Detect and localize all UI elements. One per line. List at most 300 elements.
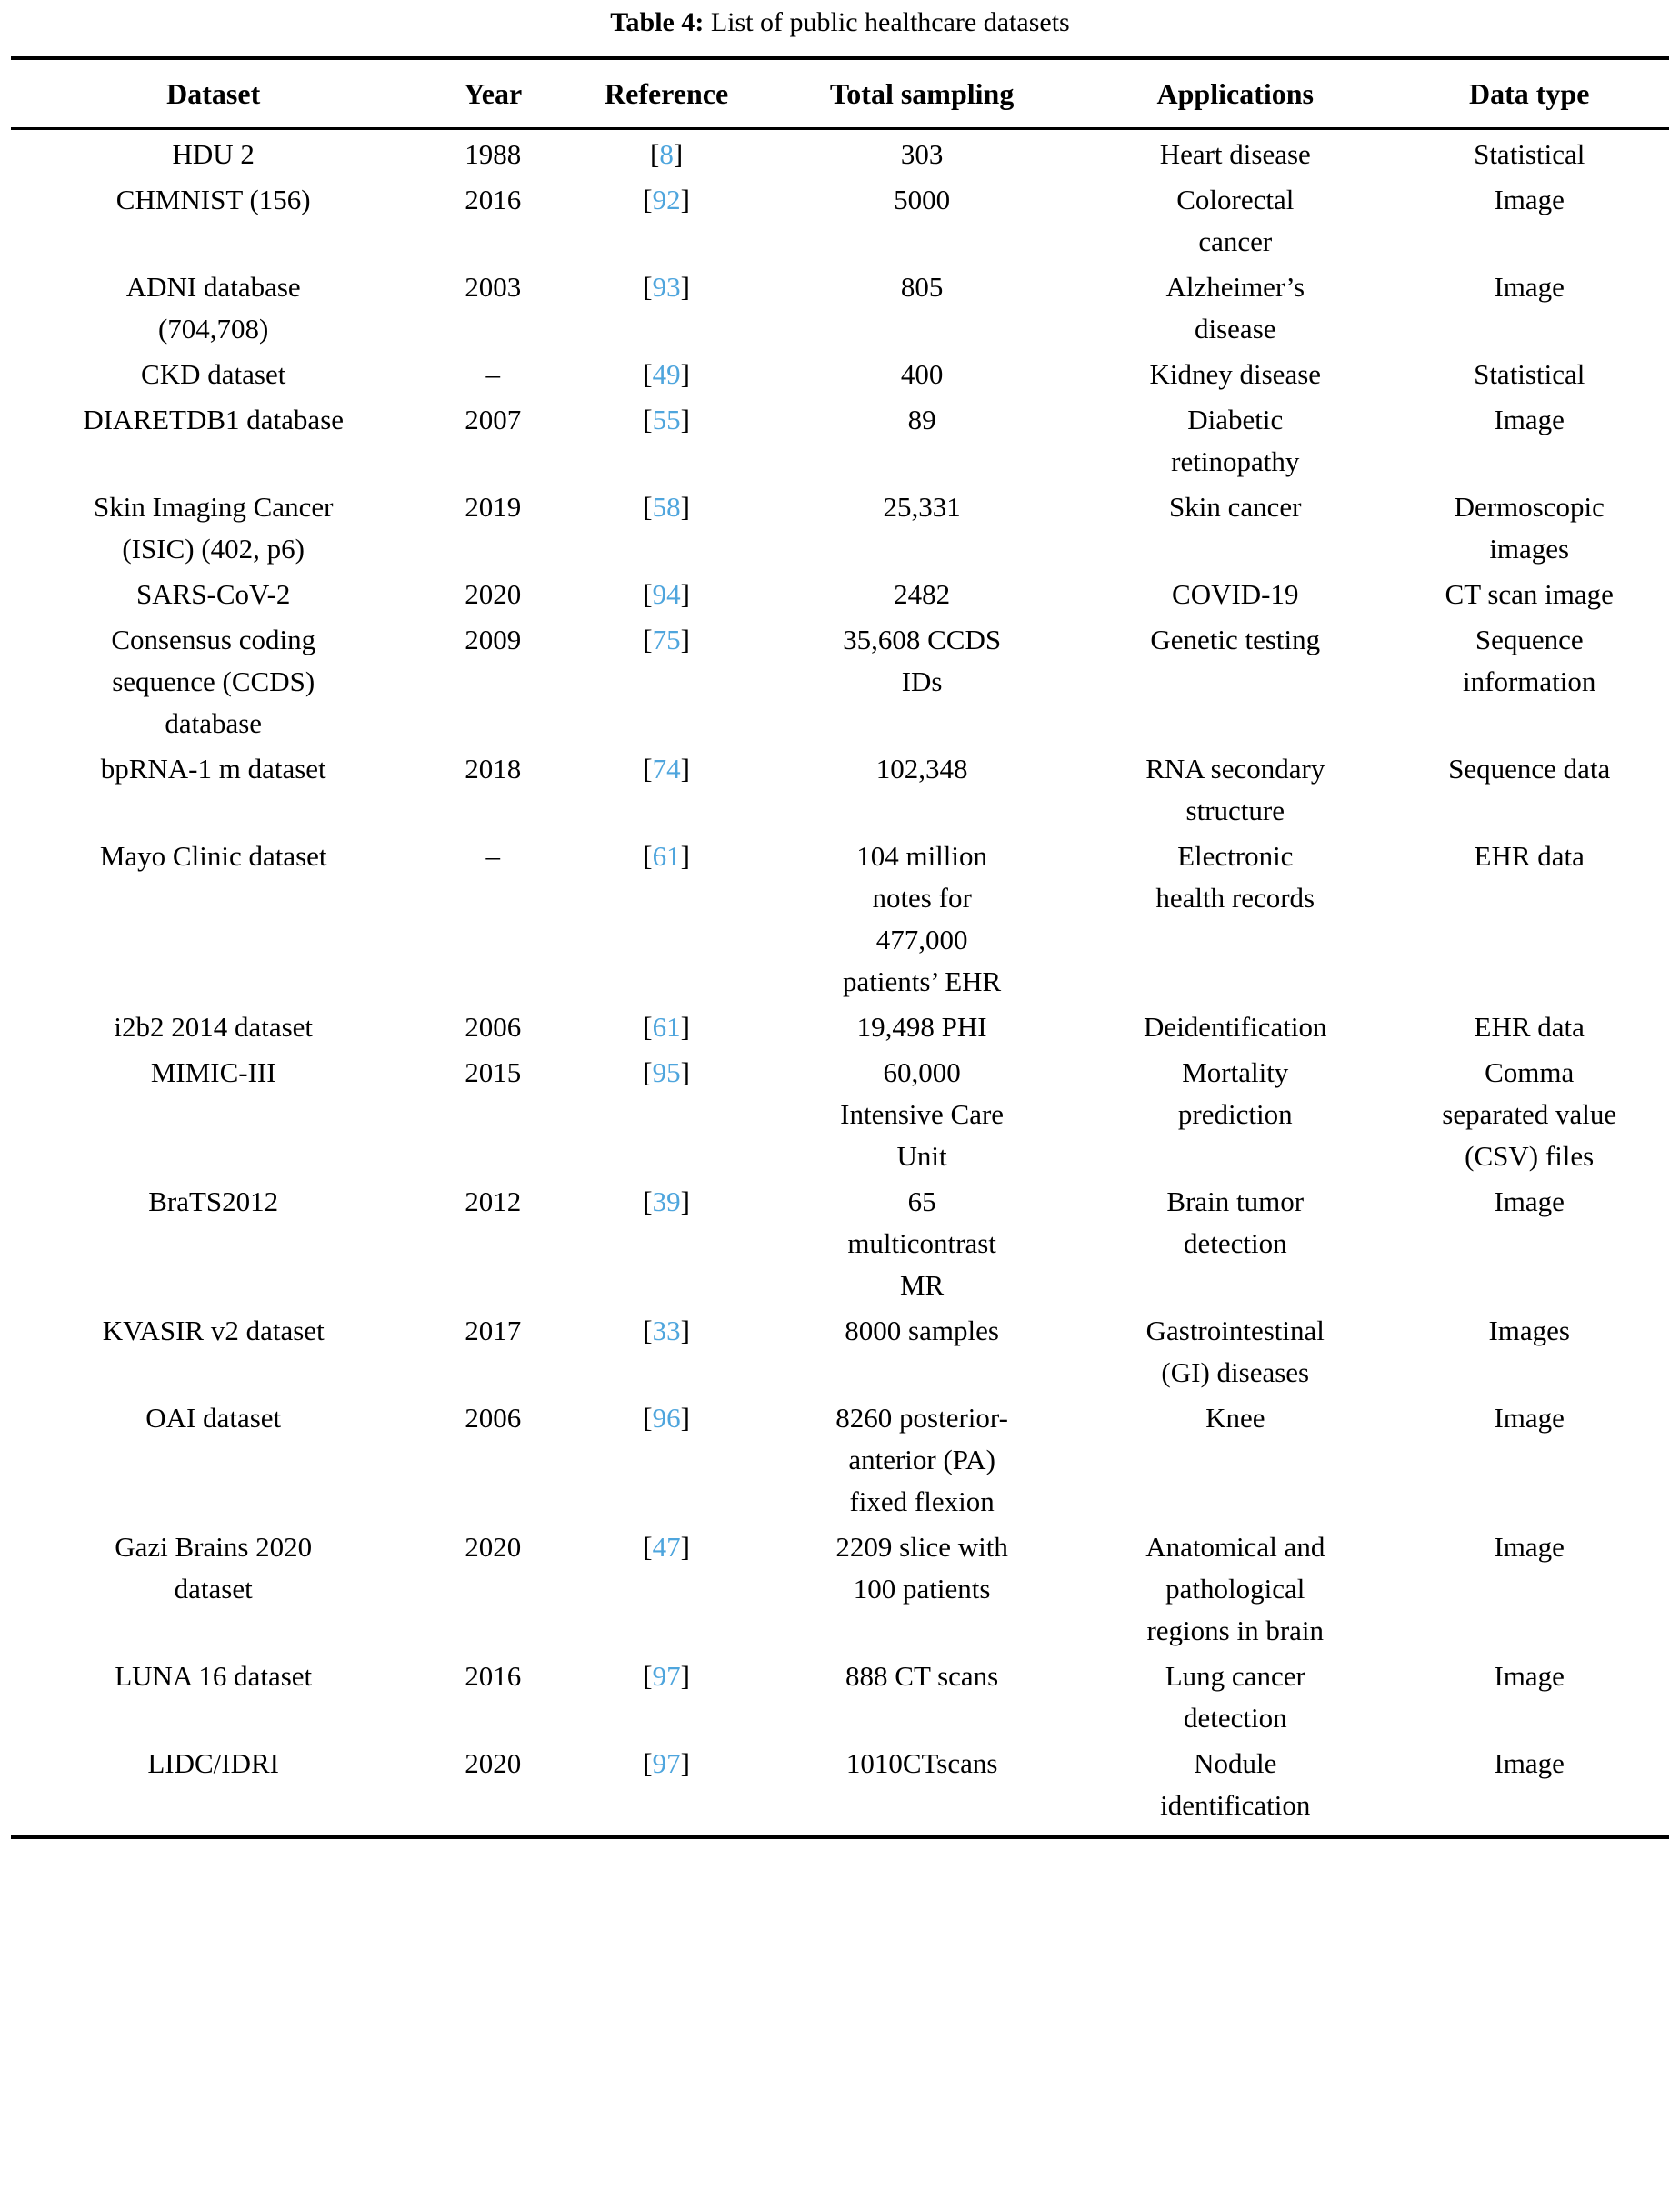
- reference-link[interactable]: 74: [652, 753, 681, 785]
- cell-total-sampling-line: Unit: [896, 1140, 947, 1172]
- cell-dataset-line: Mayo Clinic dataset: [99, 840, 327, 872]
- reference-bracket-close: ]: [680, 1185, 690, 1217]
- reference-bracket-open: [: [643, 1747, 653, 1779]
- cell-total-sampling-line: multicontrast: [847, 1227, 996, 1259]
- cell-reference[interactable]: [570, 1523, 763, 1652]
- cell-dataset-line: CHMNIST (156): [115, 184, 311, 215]
- reference-bracket-open: [: [650, 138, 660, 170]
- cell-dataset-line: (ISIC) (402, p6): [122, 533, 305, 565]
- cell-dataset-line: MIMIC-III: [150, 1056, 276, 1088]
- cell-dataset-line: LIDC/IDRI: [147, 1747, 280, 1779]
- caption-text: List of public healthcare datasets: [704, 7, 1070, 37]
- column-header-dataset: Dataset: [166, 77, 261, 110]
- cell-total-sampling-line: 805: [900, 271, 944, 303]
- cell-applications: [1081, 1652, 1389, 1739]
- table-row: [11, 175, 1669, 263]
- reference-link[interactable]: 97: [652, 1660, 681, 1692]
- table-wrapper: [11, 60, 1669, 127]
- reference-link[interactable]: 61: [652, 840, 681, 872]
- cell-applications: [1081, 175, 1389, 263]
- cell-data-type: [1389, 1003, 1669, 1048]
- cell-dataset: [11, 745, 415, 832]
- cell-applications-line: prediction: [1177, 1098, 1293, 1130]
- cell-total-sampling: [763, 1394, 1081, 1523]
- cell-dataset: [11, 570, 415, 615]
- table-header-row: [11, 60, 1669, 127]
- cell-data-type-line: Comma: [1485, 1056, 1575, 1088]
- cell-applications-line: disease: [1195, 313, 1276, 345]
- cell-dataset-line: ADNI database: [125, 271, 301, 303]
- cell-year: 2017: [465, 1315, 522, 1346]
- cell-year: 2007: [465, 404, 522, 435]
- cell-total-sampling: [763, 1739, 1081, 1826]
- table-header: [11, 60, 1669, 127]
- reference-bracket-close: ]: [680, 1011, 690, 1043]
- cell-data-type: [1389, 350, 1669, 395]
- cell-reference[interactable]: [570, 1003, 763, 1048]
- cell-reference[interactable]: [570, 1652, 763, 1739]
- reference-link[interactable]: 61: [652, 1011, 681, 1043]
- cell-applications-line: Lung cancer: [1165, 1660, 1305, 1692]
- cell-total-sampling-line: 888 CT scans: [845, 1660, 999, 1692]
- cell-applications-line: Gastrointestinal: [1145, 1315, 1325, 1346]
- reference-bracket-open: [: [643, 184, 653, 215]
- column-header-year: Year: [464, 77, 523, 110]
- cell-dataset-line: OAI dataset: [145, 1402, 282, 1434]
- cell-applications-line: Alzheimer’s: [1165, 271, 1305, 303]
- cell-applications: [1081, 570, 1389, 615]
- cell-applications-line: health records: [1155, 882, 1315, 914]
- cell-applications-line: pathological: [1165, 1573, 1305, 1605]
- caption-label: Table 4:: [610, 7, 705, 37]
- cell-applications-line: Genetic testing: [1150, 624, 1321, 655]
- cell-dataset: [11, 483, 415, 570]
- table-caption: [11, 0, 1669, 56]
- cell-dataset: [11, 130, 415, 175]
- cell-total-sampling-line: 1010CTscans: [845, 1747, 998, 1779]
- reference-bracket-open: [: [643, 840, 653, 872]
- cell-data-type-line: information: [1463, 665, 1596, 697]
- cell-applications: [1081, 745, 1389, 832]
- reference-link[interactable]: 39: [652, 1185, 681, 1217]
- reference-link[interactable]: 97: [652, 1747, 681, 1779]
- cell-total-sampling-line: patients’ EHR: [843, 965, 1002, 997]
- cell-applications-line: COVID-19: [1172, 578, 1299, 610]
- table-row: [11, 350, 1669, 395]
- cell-applications-line: Nodule: [1194, 1747, 1277, 1779]
- cell-year: 2019: [465, 491, 522, 523]
- reference-bracket-open: [: [643, 624, 653, 655]
- cell-dataset: [11, 1003, 415, 1048]
- cell-total-sampling: [763, 395, 1081, 483]
- cell-applications: [1081, 350, 1389, 395]
- cell-year: 2015: [465, 1056, 522, 1088]
- cell-data-type-line: EHR data: [1474, 840, 1585, 872]
- cell-year: 2012: [465, 1185, 522, 1217]
- cell-total-sampling-line: 65: [907, 1185, 936, 1217]
- cell-applications-line: Skin cancer: [1169, 491, 1302, 523]
- cell-dataset-line: dataset: [174, 1573, 253, 1605]
- reference-link[interactable]: 49: [652, 358, 681, 390]
- cell-total-sampling: [763, 130, 1081, 175]
- cell-dataset-line: sequence (CCDS): [112, 665, 315, 697]
- table-row: [11, 615, 1669, 745]
- reference-bracket-open: [: [643, 404, 653, 435]
- table-body: [11, 130, 1669, 1826]
- reference-bracket-close: ]: [680, 624, 690, 655]
- reference-link[interactable]: 58: [652, 491, 681, 523]
- cell-total-sampling: [763, 175, 1081, 263]
- cell-dataset: [11, 263, 415, 350]
- cell-dataset-line: bpRNA-1 m dataset: [100, 753, 326, 785]
- reference-link[interactable]: 33: [652, 1315, 681, 1346]
- table-bottom-rule-wrapper: [11, 1826, 1669, 1839]
- cell-year: 2009: [465, 624, 522, 655]
- reference-bracket-close: ]: [680, 1747, 690, 1779]
- cell-data-type-line: Images: [1488, 1315, 1570, 1346]
- cell-applications: [1081, 483, 1389, 570]
- table-row: [11, 1394, 1669, 1523]
- cell-total-sampling-line: 104 million: [856, 840, 988, 872]
- cell-applications: [1081, 615, 1389, 745]
- reference-bracket-close: ]: [680, 1315, 690, 1346]
- cell-total-sampling-line: 5000: [894, 184, 951, 215]
- cell-total-sampling-line: 400: [900, 358, 944, 390]
- cell-applications-line: Electronic: [1177, 840, 1294, 872]
- cell-year: 2020: [465, 1531, 522, 1563]
- cell-data-type: [1389, 1739, 1669, 1826]
- cell-total-sampling-line: 25,331: [883, 491, 961, 523]
- public-healthcare-datasets-body: [11, 130, 1669, 1826]
- cell-data-type-line: Image: [1494, 1660, 1565, 1692]
- table-row: [11, 1177, 1669, 1306]
- cell-dataset: [11, 1048, 415, 1177]
- cell-total-sampling-line: anterior (PA): [848, 1444, 995, 1475]
- cell-dataset-line: DIARETDB1 database: [83, 404, 345, 435]
- cell-applications-line: detection: [1183, 1227, 1287, 1259]
- cell-applications: [1081, 395, 1389, 483]
- cell-total-sampling-line: 19,498 PHI: [856, 1011, 987, 1043]
- cell-data-type: [1389, 1177, 1669, 1306]
- reference-bracket-open: [: [643, 1402, 653, 1434]
- cell-reference[interactable]: [570, 483, 763, 570]
- cell-applications-line: Deidentification: [1144, 1011, 1327, 1043]
- cell-total-sampling-line: 8000 samples: [845, 1315, 999, 1346]
- cell-total-sampling-line: Intensive Care: [840, 1098, 1005, 1130]
- cell-reference[interactable]: [570, 1394, 763, 1523]
- cell-dataset-line: i2b2 2014 dataset: [114, 1011, 314, 1043]
- table-row: [11, 395, 1669, 483]
- cell-data-type-line: Image: [1494, 271, 1565, 303]
- reference-bracket-close: ]: [673, 138, 684, 170]
- reference-bracket-close: ]: [680, 271, 690, 303]
- column-header-applications: Applications: [1156, 77, 1314, 110]
- cell-total-sampling: [763, 350, 1081, 395]
- cell-data-type: [1389, 1048, 1669, 1177]
- reference-bracket-open: [: [643, 1660, 653, 1692]
- reference-link[interactable]: 75: [652, 624, 681, 655]
- cell-dataset: [11, 175, 415, 263]
- cell-dataset-line: LUNA 16 dataset: [115, 1660, 313, 1692]
- cell-applications-line: RNA secondary: [1145, 753, 1325, 785]
- cell-data-type-line: Sequence data: [1448, 753, 1611, 785]
- cell-total-sampling: [763, 1523, 1081, 1652]
- cell-dataset-line: KVASIR v2 dataset: [102, 1315, 325, 1346]
- cell-applications-line: Colorectal: [1176, 184, 1295, 215]
- cell-year: 2020: [465, 1747, 522, 1779]
- cell-year: 2003: [465, 271, 522, 303]
- column-header-data-type: Data type: [1469, 77, 1590, 110]
- reference-bracket-open: [: [643, 1315, 653, 1346]
- public-healthcare-datasets-table: [11, 60, 1669, 127]
- cell-total-sampling: [763, 745, 1081, 832]
- cell-year: 2016: [465, 184, 522, 215]
- cell-reference[interactable]: [570, 615, 763, 745]
- cell-applications-line: retinopathy: [1171, 445, 1300, 477]
- cell-applications-line: detection: [1183, 1702, 1287, 1734]
- cell-data-type: [1389, 483, 1669, 570]
- cell-total-sampling: [763, 483, 1081, 570]
- cell-data-type-line: Image: [1494, 184, 1565, 215]
- cell-dataset-line: CKD dataset: [141, 358, 286, 390]
- reference-link[interactable]: 8: [659, 138, 674, 170]
- cell-applications-line: Diabetic: [1187, 404, 1284, 435]
- cell-applications: [1081, 1306, 1389, 1394]
- cell-data-type: [1389, 1652, 1669, 1739]
- cell-applications-line: Brain tumor: [1166, 1185, 1305, 1217]
- cell-data-type-line: separated value: [1442, 1098, 1617, 1130]
- cell-data-type-line: Image: [1494, 1747, 1565, 1779]
- cell-applications-line: Knee: [1205, 1402, 1265, 1434]
- reference-bracket-open: [: [643, 1011, 653, 1043]
- cell-applications: [1081, 1523, 1389, 1652]
- table-row: [11, 130, 1669, 175]
- cell-total-sampling-line: 89: [907, 404, 936, 435]
- cell-reference[interactable]: [570, 1739, 763, 1826]
- table-row: [11, 1739, 1669, 1826]
- cell-applications: [1081, 1048, 1389, 1177]
- cell-dataset: [11, 1739, 415, 1826]
- reference-bracket-close: ]: [680, 358, 690, 390]
- reference-link[interactable]: 55: [652, 404, 681, 435]
- table-row: [11, 1652, 1669, 1739]
- reference-bracket-close: ]: [680, 1056, 690, 1088]
- cell-data-type: [1389, 175, 1669, 263]
- cell-applications-line: Anatomical and: [1145, 1531, 1325, 1563]
- cell-dataset-line: (704,708): [157, 313, 269, 345]
- reference-bracket-close: ]: [680, 184, 690, 215]
- cell-data-type-line: images: [1489, 533, 1570, 565]
- cell-applications: [1081, 130, 1389, 175]
- cell-dataset-line: database: [165, 707, 263, 739]
- cell-reference[interactable]: [570, 175, 763, 263]
- cell-dataset: [11, 1652, 415, 1739]
- cell-year: 1988: [465, 138, 522, 170]
- table-row: [11, 832, 1669, 1003]
- cell-dataset-line: Consensus coding: [111, 624, 316, 655]
- cell-dataset: [11, 1177, 415, 1306]
- cell-reference[interactable]: [570, 832, 763, 1003]
- cell-year: 2006: [465, 1011, 522, 1043]
- cell-data-type-line: Sequence: [1475, 624, 1584, 655]
- reference-bracket-close: ]: [680, 491, 690, 523]
- cell-data-type-line: (CSV) files: [1465, 1140, 1595, 1172]
- reference-link[interactable]: 47: [652, 1531, 681, 1563]
- reference-link[interactable]: 92: [652, 184, 681, 215]
- cell-data-type: [1389, 1306, 1669, 1394]
- reference-link[interactable]: 96: [652, 1402, 681, 1434]
- table-row: [11, 263, 1669, 350]
- cell-data-type: [1389, 745, 1669, 832]
- cell-dataset: [11, 1306, 415, 1394]
- cell-data-type: [1389, 263, 1669, 350]
- cell-data-type: [1389, 615, 1669, 745]
- cell-dataset: [11, 832, 415, 1003]
- cell-total-sampling: [763, 1003, 1081, 1048]
- cell-total-sampling-line: 303: [900, 138, 944, 170]
- table-row: [11, 483, 1669, 570]
- cell-year: 2018: [465, 753, 522, 785]
- cell-data-type-line: CT scan image: [1445, 578, 1614, 610]
- cell-year: 2020: [465, 578, 522, 610]
- reference-bracket-open: [: [643, 1185, 653, 1217]
- cell-applications-line: Kidney disease: [1149, 358, 1322, 390]
- reference-bracket-open: [: [643, 1531, 653, 1563]
- cell-total-sampling: [763, 263, 1081, 350]
- cell-total-sampling: [763, 1177, 1081, 1306]
- cell-data-type-line: Dermoscopic: [1454, 491, 1605, 523]
- cell-total-sampling-line: IDs: [901, 665, 943, 697]
- column-header-total-sampling: Total sampling: [829, 77, 1015, 110]
- cell-total-sampling-line: 60,000: [883, 1056, 961, 1088]
- cell-year: 2006: [465, 1402, 522, 1434]
- cell-total-sampling-line: 2482: [894, 578, 951, 610]
- cell-applications-line: regions in brain: [1146, 1615, 1325, 1646]
- table-row: [11, 745, 1669, 832]
- cell-total-sampling-line: notes for: [872, 882, 972, 914]
- cell-reference[interactable]: [570, 1048, 763, 1177]
- cell-total-sampling: [763, 615, 1081, 745]
- cell-reference[interactable]: [570, 395, 763, 483]
- reference-bracket-close: ]: [680, 578, 690, 610]
- cell-data-type-line: Image: [1494, 1531, 1565, 1563]
- cell-data-type-line: Image: [1494, 404, 1565, 435]
- cell-total-sampling-line: 8260 posterior-: [835, 1402, 1008, 1434]
- reference-bracket-open: [: [643, 578, 653, 610]
- reference-link[interactable]: 94: [652, 578, 681, 610]
- reference-link[interactable]: 93: [652, 271, 681, 303]
- reference-bracket-close: ]: [680, 1660, 690, 1692]
- cell-data-type-line: Image: [1494, 1185, 1565, 1217]
- cell-applications: [1081, 832, 1389, 1003]
- cell-total-sampling-line: 102,348: [875, 753, 968, 785]
- reference-bracket-open: [: [643, 1056, 653, 1088]
- cell-data-type: [1389, 130, 1669, 175]
- cell-dataset-line: SARS-CoV-2: [135, 578, 291, 610]
- cell-dataset: [11, 395, 415, 483]
- cell-applications-line: Mortality: [1182, 1056, 1289, 1088]
- cell-dataset: [11, 615, 415, 745]
- cell-applications-line: (GI) diseases: [1161, 1356, 1310, 1388]
- cell-reference[interactable]: [570, 130, 763, 175]
- cell-total-sampling: [763, 1652, 1081, 1739]
- cell-total-sampling-line: 35,608 CCDS: [843, 624, 1002, 655]
- cell-total-sampling-line: fixed flexion: [849, 1485, 995, 1517]
- reference-bracket-open: [: [643, 271, 653, 303]
- cell-total-sampling: [763, 1048, 1081, 1177]
- cell-year: 2016: [465, 1660, 522, 1692]
- table-row: [11, 1306, 1669, 1394]
- cell-total-sampling: [763, 1306, 1081, 1394]
- cell-dataset: [11, 1394, 415, 1523]
- cell-reference[interactable]: [570, 745, 763, 832]
- cell-applications: [1081, 1177, 1389, 1306]
- cell-applications-line: structure: [1185, 795, 1285, 826]
- cell-total-sampling: [763, 832, 1081, 1003]
- cell-applications-line: identification: [1160, 1789, 1311, 1821]
- cell-data-type: [1389, 1523, 1669, 1652]
- cell-reference[interactable]: [570, 1306, 763, 1394]
- cell-dataset-line: Skin Imaging Cancer: [93, 491, 334, 523]
- reference-bracket-close: ]: [680, 1402, 690, 1434]
- table-body-wrapper: [11, 130, 1669, 1826]
- cell-data-type: [1389, 1394, 1669, 1523]
- cell-year: –: [485, 840, 500, 872]
- reference-bracket-open: [: [643, 753, 653, 785]
- reference-link[interactable]: 95: [652, 1056, 681, 1088]
- table-row: [11, 1523, 1669, 1652]
- cell-data-type: [1389, 832, 1669, 1003]
- cell-total-sampling-line: 100 patients: [853, 1573, 991, 1605]
- cell-applications-line: cancer: [1198, 225, 1273, 257]
- cell-data-type: [1389, 570, 1669, 615]
- cell-data-type-line: Statistical: [1474, 138, 1585, 170]
- cell-year: –: [485, 358, 500, 390]
- cell-dataset: [11, 1523, 415, 1652]
- cell-total-sampling-line: MR: [899, 1269, 945, 1301]
- cell-reference[interactable]: [570, 350, 763, 395]
- table-row: [11, 1048, 1669, 1177]
- cell-applications: [1081, 263, 1389, 350]
- cell-total-sampling-line: 2209 slice with: [835, 1531, 1008, 1563]
- cell-applications-line: Heart disease: [1159, 138, 1311, 170]
- cell-reference[interactable]: [570, 1177, 763, 1306]
- reference-bracket-close: ]: [680, 1531, 690, 1563]
- cell-data-type-line: Image: [1494, 1402, 1565, 1434]
- table-row: [11, 1003, 1669, 1048]
- table-bottom-rule: [11, 1835, 1669, 1839]
- table-row: [11, 570, 1669, 615]
- cell-dataset-line: HDU 2: [172, 138, 255, 170]
- reference-bracket-open: [: [643, 491, 653, 523]
- cell-dataset-line: BraTS2012: [148, 1185, 279, 1217]
- cell-total-sampling-line: 477,000: [875, 924, 968, 955]
- cell-data-type: [1389, 395, 1669, 483]
- reference-bracket-close: ]: [680, 840, 690, 872]
- cell-applications: [1081, 1003, 1389, 1048]
- cell-reference[interactable]: [570, 570, 763, 615]
- cell-reference[interactable]: [570, 263, 763, 350]
- cell-applications: [1081, 1394, 1389, 1523]
- reference-bracket-open: [: [643, 358, 653, 390]
- reference-bracket-close: ]: [680, 753, 690, 785]
- cell-total-sampling: [763, 570, 1081, 615]
- cell-data-type-line: EHR data: [1474, 1011, 1585, 1043]
- reference-bracket-close: ]: [680, 404, 690, 435]
- cell-applications: [1081, 1739, 1389, 1826]
- cell-dataset: [11, 350, 415, 395]
- column-header-reference: Reference: [605, 77, 729, 110]
